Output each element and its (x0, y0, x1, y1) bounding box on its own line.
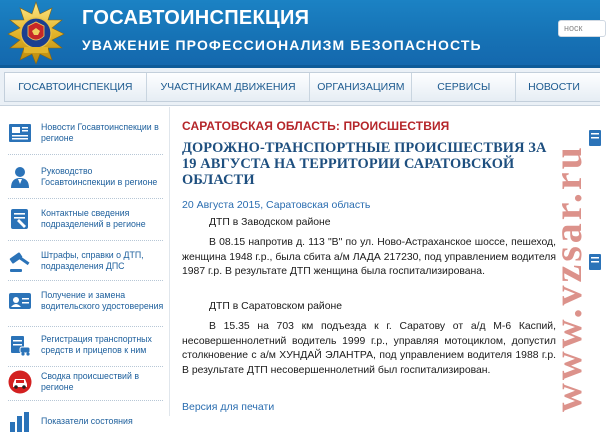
paragraph-subheading: ДТП в Саратовском районе (209, 301, 343, 312)
site-watermark (545, 100, 593, 416)
paragraph-body: В 08.15 напротив д. 113 "В" по ул. Ново-Астраханское шоссе, пешеход, женщина 1948 г.р., была сбита а/м ЛАДА 217230, под управлением водителя 1987 г.р. В результате ДТП женщина была госпитализирована. (182, 237, 556, 278)
site-title[interactable]: ГОСАВТОИНСПЕКЦИЯ (82, 7, 310, 29)
article-title: ДОРОЖНО-ТРАНСПОРТНЫЕ ПРОИСШЕСТВИЯ ЗА 19 АВГУСТА НА ТЕРРИТОРИИ САРАТОВСКОЙ ОБЛАСТИ (182, 140, 547, 188)
nav-bar (4, 72, 600, 102)
person-icon (8, 165, 32, 189)
main-content (182, 107, 600, 416)
news-icon (8, 121, 32, 145)
section-title[interactable]: САРАТОВСКАЯ ОБЛАСТЬ: ПРОИСШЕСТВИЯ (182, 119, 450, 133)
sidebar-item-contacts[interactable] (0, 199, 170, 239)
gibdd-emblem-icon[interactable] (2, 0, 70, 66)
sidebar-item-accidents[interactable] (0, 362, 170, 402)
sidebar-item-registration[interactable] (0, 325, 170, 365)
id-card-icon (8, 289, 32, 313)
sidebar-item-label: Штрафы, справки о ДТП, подразделения ДПС (41, 250, 144, 271)
search-input[interactable]: носк (558, 20, 606, 37)
article-date: 20 Августа 2015, Саратовская область (182, 199, 371, 211)
site-slogan: УВАЖЕНИЕ ПРОФЕССИОНАЛИЗМ БЕЗОПАСНОСТЬ (82, 37, 482, 53)
nav-item-servisy[interactable]: СЕРВИСЫ (412, 73, 516, 101)
sidebar-divider (8, 154, 163, 155)
contacts-icon (8, 207, 32, 231)
site-header (0, 0, 600, 68)
sidebar (0, 107, 170, 426)
nav-item-novosti[interactable]: НОВОСТИ (528, 81, 580, 93)
main-nav (0, 68, 600, 106)
stats-icon (8, 409, 32, 433)
accident-car-icon (8, 370, 32, 394)
sidebar-item-label: Сводка происшествий в регионе (41, 371, 139, 392)
sidebar-item-label: Регистрация транспортных средств и прицепов к ним (41, 334, 152, 355)
paragraph-body: В 15.35 на 703 км подъезда к г. Саратову от а/д М-6 Каспий, несовершеннолетний водитель 1999 г.р., управляя мотоциклом, допустил столкновение с а/м ХУНДАЙ ЭЛАНТРА, под управлением водителя 1988 г.р. В результате ДТП несовершеннолетний был госпитализирован. (182, 321, 556, 376)
sidebar-item-leadership[interactable] (0, 157, 170, 197)
sidebar-item-fines[interactable] (0, 241, 170, 281)
sidebar-item-label: Контактные сведения подразделений в регионе (41, 208, 146, 229)
nav-item-organizaciyam[interactable]: ОРГАНИЗАЦИЯМ (310, 73, 412, 101)
sidebar-item-license[interactable] (0, 281, 170, 321)
print-version-link[interactable]: Версия для печати (182, 401, 275, 413)
sidebar-item-label: Показатели состояния (41, 415, 133, 426)
watermark-text: www.vzsar.ru (545, 144, 590, 412)
car-registration-icon (8, 333, 32, 357)
sidebar-item-label: Руководство Госавтоинспекции в регионе (41, 166, 158, 187)
sidebar-item-label: Новости Госавтоинспекции в регионе (41, 122, 159, 143)
sidebar-item-label: Получение и замена водительского удостоверения (41, 290, 164, 311)
sidebar-item-news[interactable] (0, 113, 170, 153)
gavel-icon (8, 249, 32, 273)
nav-item-uchastnikam[interactable]: УЧАСТНИКАМ ДВИЖЕНИЯ (147, 73, 311, 101)
paragraph-subheading: ДТП в Заводском районе (209, 217, 331, 228)
nav-item-gosavtoinspekciya[interactable]: ГОСАВТОИНСПЕКЦИЯ (5, 73, 147, 101)
sidebar-item-stats[interactable] (0, 401, 170, 441)
